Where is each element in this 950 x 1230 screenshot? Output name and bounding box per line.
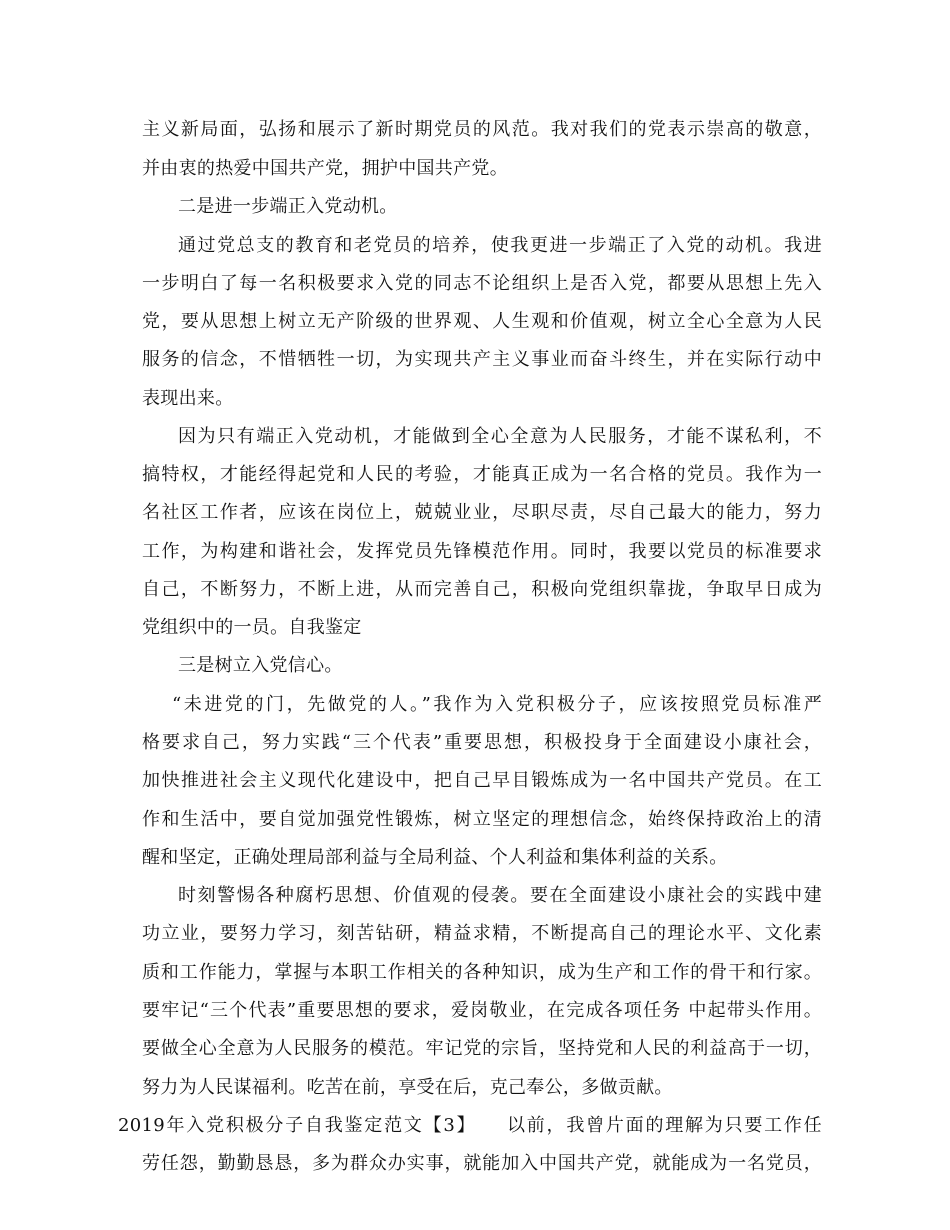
text-line: 服务的信念，不惜牺牲一切，为实现共产主义事业而奋斗终生，并在实际行动中 — [142, 349, 822, 370]
text-line: 主义新局面，弘扬和展示了新时期党员的风范。我对我们的党表示崇高的敬意， — [142, 119, 822, 140]
text-line: 格要求自己，努力实践“三个代表”重要思想，积极投身于全面建设小康社会， — [142, 732, 822, 753]
section-title-line: 2019年入党积极分子自我鉴定范文【3】 以前，我曾片面的理解为只要工作任 — [118, 1115, 822, 1136]
text-line: 通过党总支的教育和老党员的培养，使我更进一步端正了入党的动机。我进 — [178, 235, 822, 256]
text-line: 因为只有端正入党动机，才能做到全心全意为人民服务，才能不谋私利，不 — [178, 426, 822, 447]
text-line: 工作，为构建和谐社会，发挥党员先锋模范作用。同时，我要以党员的标准要求 — [142, 541, 822, 562]
text-line: 名社区工作者，应该在岗位上，兢兢业业，尽职尽责，尽自己最大的能力，努力 — [142, 502, 822, 523]
text-line: 搞特权，才能经得起党和人民的考验，才能真正成为一名合格的党员。我作为一 — [142, 464, 822, 485]
text-line: 一步明白了每一名积极要求入党的同志不论组织上是否入党，都要从思想上先入 — [142, 273, 822, 294]
text-line: 党组织中的一员。自我鉴定 — [142, 617, 362, 638]
text-line: 要做全心全意为人民服务的模范。牢记党的宗旨，坚持党和人民的利益高于一切， — [142, 1038, 822, 1059]
text-line: 作和生活中，要自觉加强党性锻炼，树立坚定的理想信念，始终保持政治上的清 — [142, 809, 822, 830]
text-line: 党，要从思想上树立无产阶级的世界观、人生观和价值观，树立全心全意为人民 — [142, 311, 822, 332]
section-heading: 二是进一步端正入党动机。 — [178, 196, 398, 217]
section-heading: 三是树立入党信心。 — [178, 655, 343, 676]
text-line: 并由衷的热爱中国共产党，拥护中国共产党。 — [142, 158, 508, 179]
text-line: “未进党的门，先做党的人。”我作为入党积极分子，应该按照党员标准严 — [172, 694, 822, 715]
text-line: 努力为人民谋福利。吃苦在前，享受在后，克己奉公，多做贡献。 — [142, 1077, 673, 1098]
text-line: 表现出来。 — [142, 388, 234, 409]
text-line: 劳任怨，勤勤恳恳，多为群众办实事，就能加入中国共产党，就能成为一名党员， — [142, 1153, 822, 1174]
text-line: 加快推进社会主义现代化建设中，把自己早目锻炼成为一名中国共产党员。在工 — [142, 770, 822, 791]
text-line: 醒和坚定，正确处理局部利益与全局利益、个人利益和集体利益的关系。 — [142, 847, 728, 868]
text-line: 时刻警惕各种腐朽思想、价值观的侵袭。要在全面建设小康社会的实践中建 — [178, 885, 822, 906]
text-line: 功立业，要努力学习，刻苦钻研，精益求精，不断提高自己的理论水平、文化素 — [142, 923, 822, 944]
text-line: 自己，不断努力，不断上进，从而完善自己，积极向党组织靠拢，争取早日成为 — [142, 579, 822, 600]
text-line: 质和工作能力，掌握与本职工作相关的各种知识，成为生产和工作的骨干和行家。 — [142, 962, 822, 983]
text-line: 要牢记“三个代表”重要思想的要求，爱岗敬业，在完成各项任务 中起带头作用。 — [142, 1000, 822, 1021]
